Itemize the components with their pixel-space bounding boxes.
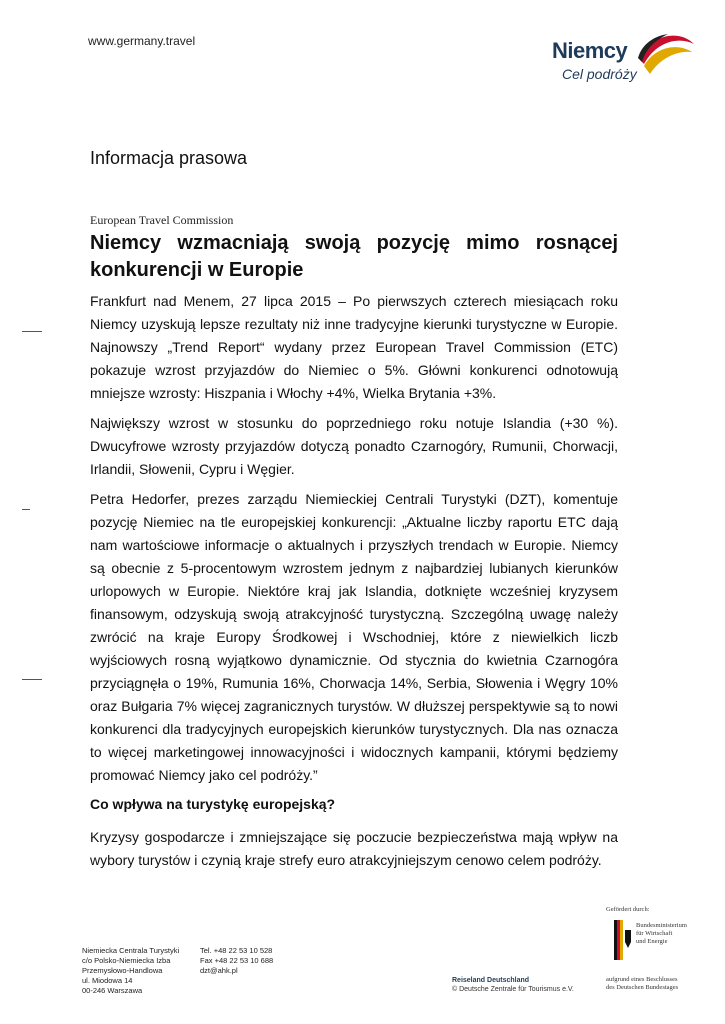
ministry-name xyxy=(636,922,687,946)
ministry-line: und Energie xyxy=(636,938,668,945)
swoosh-icon xyxy=(634,30,698,86)
address-line: Niemiecka Centrala Turystyki xyxy=(82,946,180,955)
address-line: Przemysłowo-Handlowa xyxy=(82,966,163,975)
sponsor-block xyxy=(600,906,700,991)
website-url[interactable]: www.germany.travel xyxy=(88,34,196,48)
footer-contact xyxy=(200,946,273,976)
decision-line: des Deutschen Bundestages xyxy=(606,984,679,991)
bundestag-decision xyxy=(606,976,678,992)
niemcy-logo xyxy=(548,30,698,92)
decision-line: aufgrund eines Beschlusses xyxy=(606,976,678,983)
reiseland-copyright: © Deutsche Zentrale für Tourismus e.V. xyxy=(452,986,574,993)
sponsor-label: Gefördert durch: xyxy=(606,906,650,913)
fax: Fax +48 22 53 10 688 xyxy=(200,956,274,965)
address-line: c/o Polsko-Niemiecka Izba xyxy=(82,956,171,965)
paragraph-text: Największy wzrost w stosunku do poprzedniego roku notuje Islandia (+30 %). Dwucyfrowe wzrosty przyjazdów dotyczą ponadto Czarnogóry, Rumunii, Chorwacji, Irlandii, Słowenii, Cypru i Węgier. xyxy=(90,415,618,477)
paragraph-4 xyxy=(90,826,618,872)
paragraph-1 xyxy=(90,290,618,405)
fold-mark-top xyxy=(22,331,42,332)
eagle-icon xyxy=(614,920,632,960)
paragraph-text: Kryzysy gospodarcze i zmniejszające się poczucie bezpieczeństwa mają wpływ na wybory turystów i czynią kraje strefy euro atrakcyjniejszym cenowo celem podróży. xyxy=(90,829,618,868)
ministry-line: Bundesministerium xyxy=(636,922,687,929)
fold-mark-bottom xyxy=(22,679,42,680)
logo-subtitle: Cel podróży xyxy=(562,66,637,82)
logo-title: Niemcy xyxy=(552,38,628,63)
footer-address xyxy=(82,946,179,996)
reiseland-logo xyxy=(452,976,574,994)
address-line: ul. Miodowa 14 xyxy=(82,976,133,985)
punch-mark xyxy=(22,509,30,510)
paragraph-2 xyxy=(90,412,618,481)
phone: Tel. +48 22 53 10 528 xyxy=(200,946,273,955)
paragraph-3 xyxy=(90,488,618,787)
email-link[interactable]: dzt@ahk.pl xyxy=(200,966,238,975)
section-title: Informacja prasowa xyxy=(90,148,248,168)
paragraph-text: Petra Hedorfer, prezes zarządu Niemieckiej Centrali Turystyki (DZT), komentuje pozycję Niemiec na tle europejskiej konkurencji: „Aktualne liczby raportu ETC dają nam wartościowe informacje o aktualnych i przyszłych trendach w Europie. Niemcy są obecnie z 5-procentowym wzrostem jednym z najbardziej lubianych kierunków urlopowych w Europie. Niektóre kraj jak Islandia, dotknięte wcześniej kryzysem finansowym, odzyskują swoją atrakcyjność turystyczną. Szczególną uwagę należy zwrócić na kraje Europy Środkowej i Wschodniej, które z niewielkich liczb wyjściowych rosną wyjątkowo dynamicznie. Od stycznia do kwietnia Czarnogóra przyciągnęła o 19%, Rumunia 16%, Chorwacja 14%, Serbia, Słowenia i Węgry 10% oraz Bułgaria 7% więcej zagranicznych turystów. W dłuższej perspektywie są to nowi konkurenci dla tradycyjnych europejskich kierunków turystycznych. Dla nas oznacza to więcej marketingowej innowacyjności i widocznych kampanii, którymi będziemy promować Niemcy jako cel podróży.” xyxy=(90,491,618,783)
headline: Niemcy wzmacniają swoją pozycję mimo rosnącej konkurencji w Europie xyxy=(90,232,618,281)
subheading: Co wpływa na turystykę europejską? xyxy=(90,796,336,812)
reiseland-title: Reiseland Deutschland xyxy=(452,977,530,984)
ministry-line: für Wirtschaft xyxy=(636,930,673,937)
paragraph-text: Frankfurt nad Menem, 27 lipca 2015 – Po pierwszych czterech miesiącach roku Niemcy uzyskują lepsze rezultaty niż inne tradycyjne kierunki turystyczne w Europie. Najnowszy „Trend Report“ wydany przez European Travel Commission (ETC) pokazuje wzrost przyjazdów do Niemiec o 5%. Główni konkurenci odnotowują mniejsze wzrosty: Hiszpania i Włochy +4%, Wielka Brytania +3%. xyxy=(90,293,618,401)
address-line: 00-246 Warszawa xyxy=(82,986,143,995)
organization-label: European Travel Commission xyxy=(90,213,234,227)
